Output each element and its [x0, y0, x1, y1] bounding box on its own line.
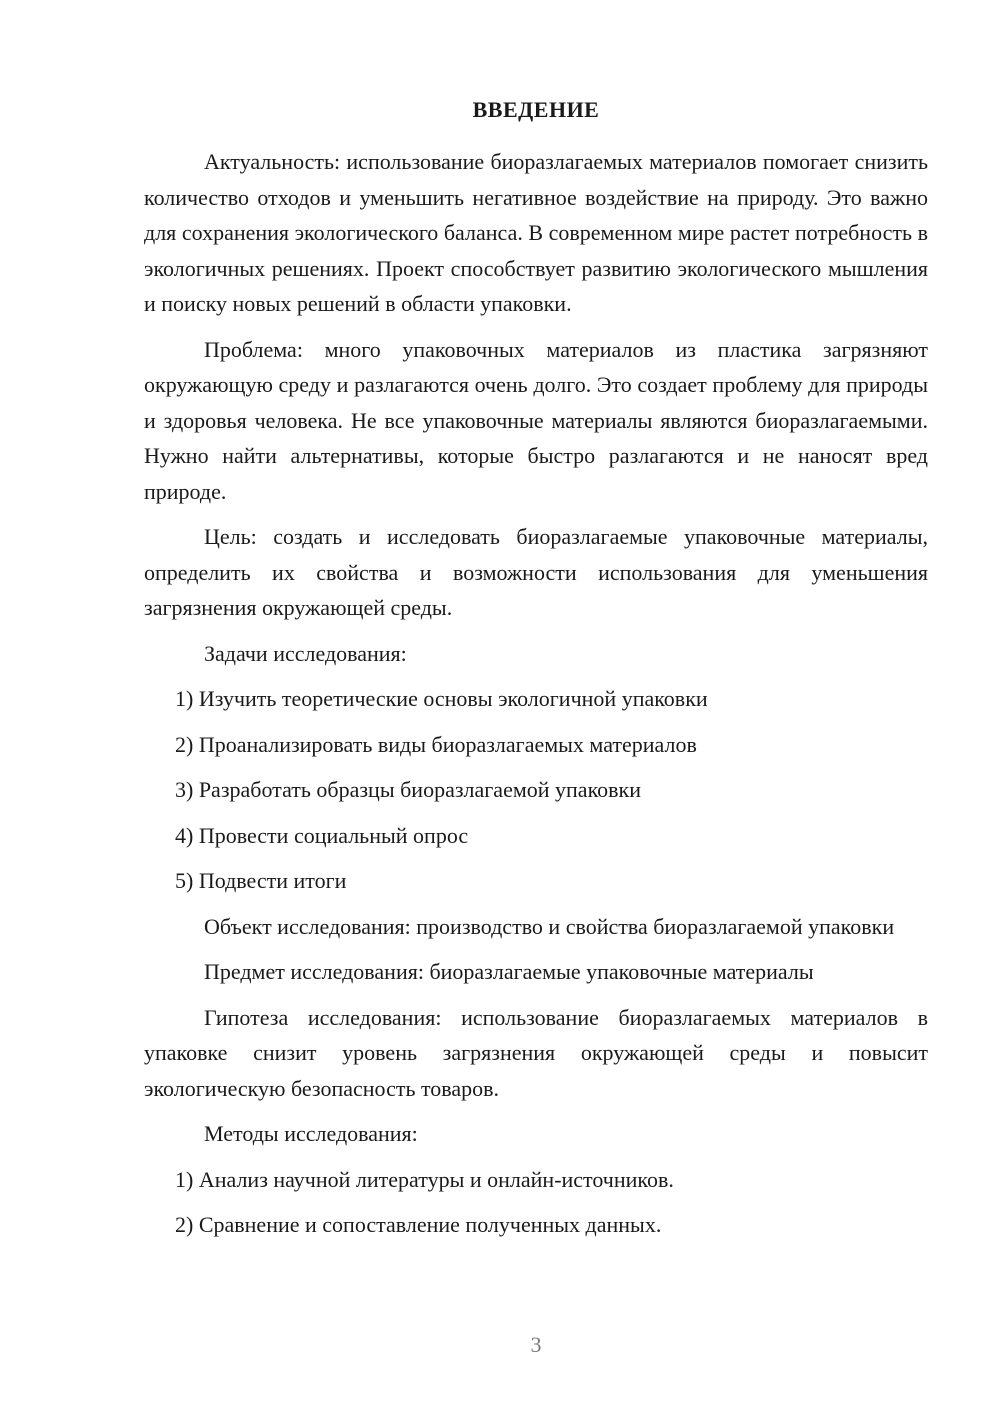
task-item: 4) Провести социальный опрос: [175, 822, 469, 848]
page-number: 3: [530, 1332, 542, 1357]
methods-list: [144, 1162, 928, 1243]
method-item: 2) Сравнение и сопоставление полученных данных.: [175, 1212, 662, 1237]
method-item: 1) Анализ научной литературы и онлайн-источников.: [175, 1166, 674, 1192]
tasks-heading: Задачи исследования:: [204, 640, 407, 666]
task-item: 2) Проанализировать виды биоразлагаемых материалов: [175, 731, 697, 757]
paragraph-goal: Цель: создать и исследовать биоразлагаемые упаковочные материалы, определить их свойства и возможности использования для уменьшения загрязнения окружающей среды.: [144, 524, 928, 620]
task-item: 1) Изучить теоретические основы экологичной упаковки: [175, 686, 708, 711]
task-item: 3) Разработать образцы биоразлагаемой упаковки: [175, 777, 641, 802]
paragraph-hypothesis: Гипотеза исследования: использование биоразлагаемых материалов в упаковке снизит уровень загрязнения окружающей среды и повысит экологическую безопасность товаров.: [144, 1004, 928, 1101]
page-content: [144, 96, 928, 1253]
paragraph-problem: Проблема: много упаковочных материалов из пластика загрязняют окружающую среду и разлагаются очень долго. Это создает проблему для природы и здоровья человека. Не все упаковочные материалы являются биоразлагаемыми. Нужно найти альтернативы, которые быстро разлагаются и не наносят вред природе.: [144, 336, 928, 504]
paragraph-relevance: Актуальность: использование биоразлагаемых материалов помогает снизить количество отходов и уменьшить негативное воздействие на природу. Это важно для сохранения экологического баланса. В современном мире растет потребность в экологичных решениях. Проект способствует развитию экологического мышления и поиску новых решений в области упаковки.: [144, 149, 928, 316]
paragraph-object: Объект исследования: производство и свойства биоразлагаемой упаковки: [204, 913, 895, 939]
page-title: ВВЕДЕНИЕ: [472, 97, 600, 122]
paragraph-subject: Предмет исследования: биоразлагаемые упаковочные материалы: [204, 959, 814, 984]
tasks-list: [144, 681, 928, 899]
task-item: 5) Подвести итоги: [175, 868, 347, 893]
methods-heading: Методы исследования:: [204, 1121, 418, 1146]
